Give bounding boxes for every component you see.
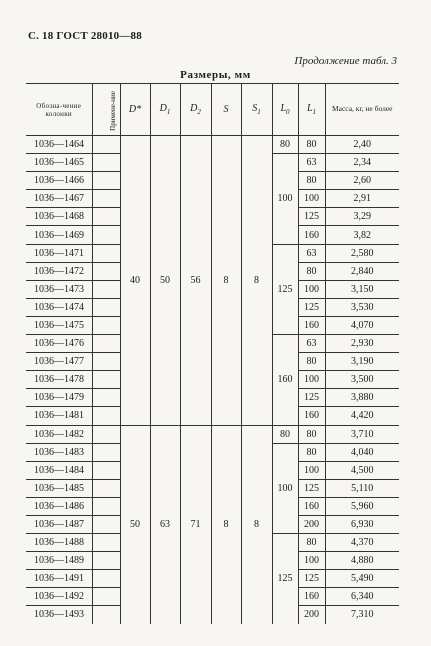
mass-cell: 3,500	[325, 371, 399, 389]
col-application-label: Примене-ние	[108, 90, 117, 131]
application-cell	[92, 371, 120, 389]
l1-cell: 63	[298, 244, 325, 262]
application-cell	[92, 226, 120, 244]
col-l0: $L_0$	[272, 84, 298, 136]
mass-cell: 2,34	[325, 154, 399, 172]
l0-cell: 80	[272, 136, 298, 154]
application-cell	[92, 190, 120, 208]
application-cell	[92, 316, 120, 334]
header-row	[26, 84, 399, 136]
mass-cell: 3,530	[325, 298, 399, 316]
designation-cell: 1036—1468	[26, 208, 92, 226]
l1-cell: 160	[298, 497, 325, 515]
col-mass: Масса, кг, не более	[325, 84, 399, 136]
designation-cell: 1036—1467	[26, 190, 92, 208]
application-cell	[92, 534, 120, 552]
application-cell	[92, 172, 120, 190]
application-cell	[92, 407, 120, 425]
mass-cell: 4,070	[325, 316, 399, 334]
col-s: S	[211, 84, 241, 136]
designation-cell: 1036—1475	[26, 316, 92, 334]
l1-cell: 160	[298, 226, 325, 244]
mass-cell: 4,500	[325, 461, 399, 479]
mass-cell: 3,190	[325, 353, 399, 371]
col-application	[92, 84, 120, 136]
mass-cell: 4,040	[325, 443, 399, 461]
application-cell	[92, 461, 120, 479]
designation-cell: 1036—1477	[26, 353, 92, 371]
application-cell	[92, 515, 120, 533]
d1-cell: 50	[150, 136, 180, 426]
mass-cell: 6,930	[325, 515, 399, 533]
l1-cell: 80	[298, 425, 325, 443]
designation-cell: 1036—1466	[26, 172, 92, 190]
designation-cell: 1036—1478	[26, 371, 92, 389]
application-cell	[92, 244, 120, 262]
col-designation: Обозна-чение колонки	[26, 84, 92, 136]
designation-cell: 1036—1487	[26, 515, 92, 533]
application-cell	[92, 552, 120, 570]
l1-cell: 100	[298, 461, 325, 479]
l1-cell: 125	[298, 389, 325, 407]
mass-cell: 4,880	[325, 552, 399, 570]
mass-cell: 2,91	[325, 190, 399, 208]
l0-cell: 100	[272, 154, 298, 244]
l1-cell: 100	[298, 190, 325, 208]
mass-cell: 6,340	[325, 588, 399, 606]
designation-cell: 1036—1481	[26, 407, 92, 425]
mass-cell: 2,60	[325, 172, 399, 190]
mass-cell: 3,29	[325, 208, 399, 226]
application-cell	[92, 262, 120, 280]
mass-cell: 7,310	[325, 606, 399, 624]
l1-cell: 63	[298, 154, 325, 172]
l1-cell: 63	[298, 335, 325, 353]
l1-cell: 125	[298, 208, 325, 226]
application-cell	[92, 208, 120, 226]
l1-cell: 80	[298, 353, 325, 371]
l1-cell: 80	[298, 172, 325, 190]
table-caption: Размеры, мм	[180, 69, 251, 81]
application-cell	[92, 479, 120, 497]
page-header: С. 18 ГОСТ 28010—88	[28, 30, 142, 42]
col-l1: $L_1$	[298, 84, 325, 136]
d1-cell: 63	[150, 425, 180, 624]
col-s1: $S_1$	[241, 84, 272, 136]
application-cell	[92, 280, 120, 298]
col-d2: $D_2$	[180, 84, 211, 136]
mass-cell: 2,580	[325, 244, 399, 262]
designation-cell: 1036—1465	[26, 154, 92, 172]
l1-cell: 125	[298, 479, 325, 497]
designation-cell: 1036—1485	[26, 479, 92, 497]
s-cell: 8	[211, 425, 241, 624]
l1-cell: 80	[298, 443, 325, 461]
mass-cell: 3,710	[325, 425, 399, 443]
designation-cell: 1036—1472	[26, 262, 92, 280]
application-cell	[92, 497, 120, 515]
l1-cell: 200	[298, 606, 325, 624]
designation-cell: 1036—1489	[26, 552, 92, 570]
designation-cell: 1036—1464	[26, 136, 92, 154]
l1-cell: 80	[298, 534, 325, 552]
l0-cell: 80	[272, 425, 298, 443]
application-cell	[92, 425, 120, 443]
l0-cell: 125	[272, 244, 298, 334]
l1-cell: 200	[298, 515, 325, 533]
application-cell	[92, 136, 120, 154]
application-cell	[92, 335, 120, 353]
designation-cell: 1036—1488	[26, 534, 92, 552]
designation-cell: 1036—1483	[26, 443, 92, 461]
mass-cell: 5,490	[325, 570, 399, 588]
l0-cell: 160	[272, 335, 298, 425]
designation-cell: 1036—1473	[26, 280, 92, 298]
d2-cell: 56	[180, 136, 211, 426]
designation-cell: 1036—1486	[26, 497, 92, 515]
table-continuation-label: Продолжение табл. 3	[294, 55, 397, 67]
s-cell: 8	[211, 136, 241, 426]
l1-cell: 125	[298, 570, 325, 588]
mass-cell: 5,960	[325, 497, 399, 515]
dimensions-table	[26, 83, 399, 624]
mass-cell: 2,930	[325, 335, 399, 353]
d-cell: 50	[120, 425, 150, 624]
mass-cell: 3,82	[325, 226, 399, 244]
l0-cell: 125	[272, 534, 298, 624]
l1-cell: 80	[298, 136, 325, 154]
d-cell: 40	[120, 136, 150, 426]
mass-cell: 3,150	[325, 280, 399, 298]
l1-cell: 160	[298, 407, 325, 425]
l1-cell: 100	[298, 371, 325, 389]
mass-cell: 5,110	[325, 479, 399, 497]
l1-cell: 100	[298, 552, 325, 570]
application-cell	[92, 154, 120, 172]
l1-cell: 80	[298, 262, 325, 280]
table-row	[26, 425, 399, 443]
col-d: D*	[120, 84, 150, 136]
mass-cell: 4,370	[325, 534, 399, 552]
mass-cell: 2,840	[325, 262, 399, 280]
application-cell	[92, 389, 120, 407]
application-cell	[92, 353, 120, 371]
l1-cell: 160	[298, 316, 325, 334]
s1-cell: 8	[241, 136, 272, 426]
designation-cell: 1036—1474	[26, 298, 92, 316]
designation-cell: 1036—1469	[26, 226, 92, 244]
l0-cell: 100	[272, 443, 298, 533]
l1-cell: 125	[298, 298, 325, 316]
designation-cell: 1036—1476	[26, 335, 92, 353]
l1-cell: 160	[298, 588, 325, 606]
table-row	[26, 136, 399, 154]
application-cell	[92, 298, 120, 316]
designation-cell: 1036—1491	[26, 570, 92, 588]
application-cell	[92, 606, 120, 624]
mass-cell: 2,40	[325, 136, 399, 154]
d2-cell: 71	[180, 425, 211, 624]
col-d1: $D_1$	[150, 84, 180, 136]
mass-cell: 3,880	[325, 389, 399, 407]
mass-cell: 4,420	[325, 407, 399, 425]
designation-cell: 1036—1471	[26, 244, 92, 262]
designation-cell: 1036—1479	[26, 389, 92, 407]
designation-cell: 1036—1493	[34, 609, 84, 621]
designation-cell: 1036—1482	[26, 425, 92, 443]
l1-cell: 100	[298, 280, 325, 298]
application-cell	[92, 443, 120, 461]
application-cell	[92, 588, 120, 606]
application-cell	[92, 570, 120, 588]
designation-cell: 1036—1492	[26, 588, 92, 606]
designation-cell: 1036—1484	[26, 461, 92, 479]
s1-cell: 8	[241, 425, 272, 624]
